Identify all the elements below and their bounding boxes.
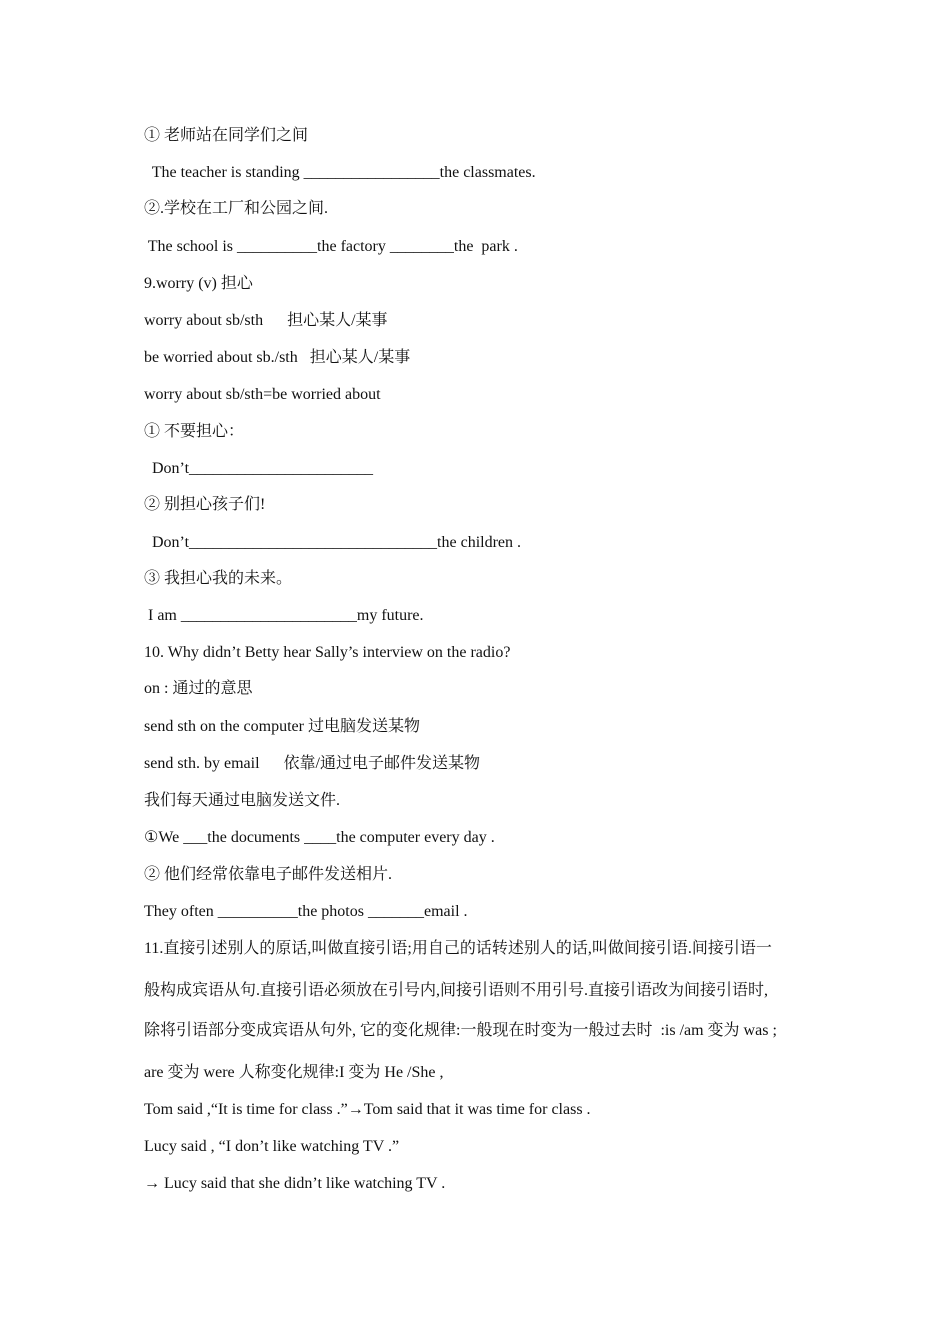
example-chinese-1: ① 老师站在同学们之间 <box>144 127 309 144</box>
example-chinese-6: 我们每天通过电脑发送文件. <box>144 792 341 809</box>
exercise-sentence-7: They often __________the photos _______email . <box>144 903 468 920</box>
exercise-sentence-4: Don’t_______________________________the children . <box>144 534 522 551</box>
section-11-line-4: are 变为 were 人称变化规律:I 变为 He /She , <box>144 1064 444 1081</box>
exercise-sentence-2: The school is __________the factory ________the park . <box>144 238 518 255</box>
exercise-sentence-3: Don’t_______________________ <box>144 460 374 477</box>
phrase-line: be worried about sb./sth 担心某人/某事 <box>144 349 411 366</box>
section-heading-9: 9.worry (v) 担心 <box>144 275 253 292</box>
example-chinese-4: ② 别担心孩子们! <box>144 496 266 513</box>
phrase-line: send sth. by email 依靠/通过电子邮件发送某物 <box>144 755 480 772</box>
phrase-line: on : 通过的意思 <box>144 680 253 697</box>
section-11-line-2: 般构成宾语从句.直接引语必须放在引号内,间接引语则不用引号.直接引语改为间接引语时, <box>144 982 769 999</box>
exercise-sentence-5: I am ______________________my future. <box>144 607 424 624</box>
example-chinese-5: ③ 我担心我的未来。 <box>144 570 293 587</box>
exercise-sentence-6: ①We ___the documents ____the computer every day . <box>144 829 495 846</box>
example-chinese-2: ②.学校在工厂和公园之间. <box>144 200 329 217</box>
phrase-line: send sth on the computer 过电脑发送某物 <box>144 718 420 735</box>
example-indirect-speech-2: → Lucy said that she didn’t like watching TV . <box>144 1175 446 1192</box>
exercise-sentence-1: The teacher is standing _________________the classmates. <box>144 164 536 181</box>
section-11-line-1: 11.直接引述别人的原话,叫做直接引语;用自己的话转述别人的话,叫做间接引语.间接引语一 <box>144 940 772 957</box>
example-direct-speech-2: Lucy said , “I don’t like watching TV .” <box>144 1138 400 1155</box>
example-chinese-7: ② 他们经常依靠电子邮件发送相片. <box>144 866 393 883</box>
phrase-line: worry about sb/sth 担心某人/某事 <box>144 312 388 329</box>
section-heading-10: 10. Why didn’t Betty hear Sally’s interview on the radio? <box>144 644 511 661</box>
phrase-line: worry about sb/sth=be worried about <box>144 386 381 403</box>
example-chinese-3: ① 不要担心： <box>144 423 245 440</box>
example-conversion-1: Tom said ,“It is time for class .”→Tom said that it was time for class . <box>144 1101 591 1118</box>
section-11-line-3: 除将引语部分变成宾语从句外, 它的变化规律:一般现在时变为一般过去时 :is /am 变为 was ; <box>144 1022 777 1039</box>
